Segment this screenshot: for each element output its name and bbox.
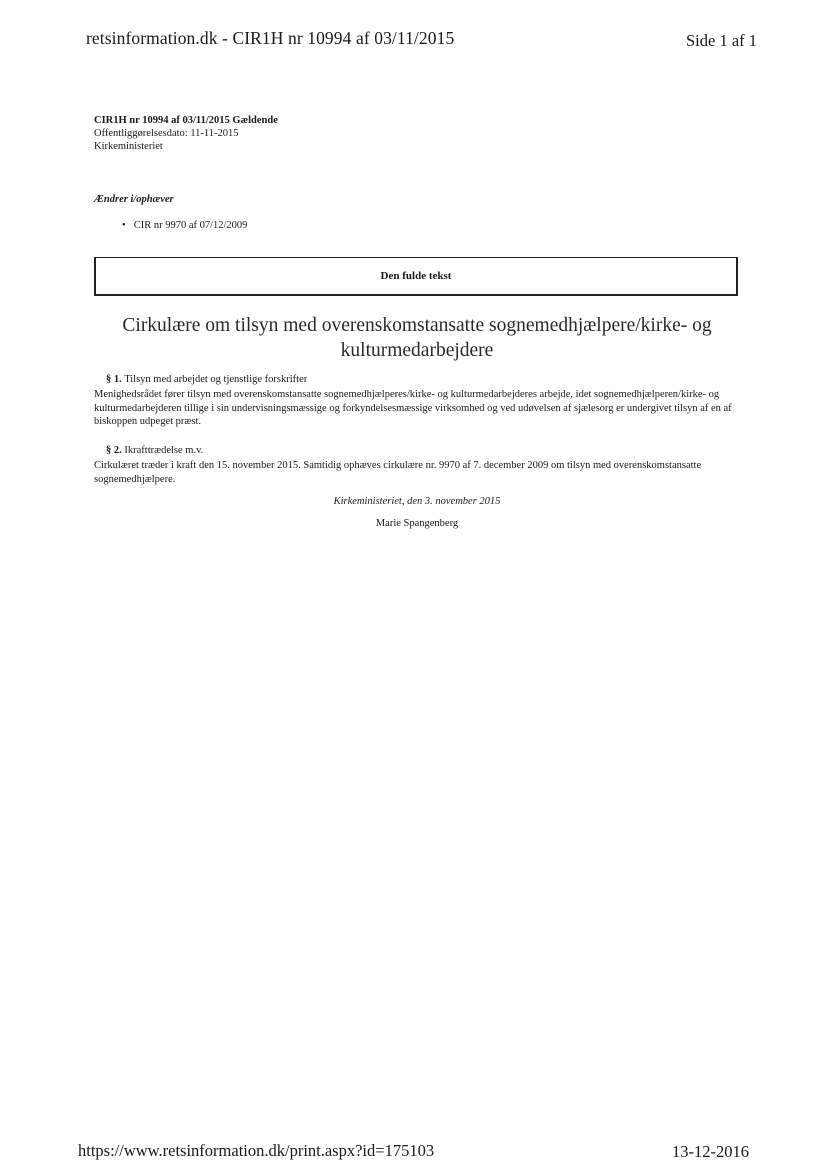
document-title: Cirkulære om tilsyn med overenskomstansatte sognemedhjælpere/kirke- og kulturmedarbejdere (122, 315, 712, 361)
changes-list (122, 220, 247, 231)
print-header-page-count: Side 1 af 1 (686, 31, 758, 50)
section-1-body: Menighedsrådet fører tilsyn med overenskomstansatte sognemedhjælperes/kirke- og kulturmedarbejderes arbejde, idet sognemedhjælperen/kirke- og kulturmedarbejderen tillige i sin undervisningsmæssige og forkyndelsesmæssige virksomhed og ved udøvelsen af sjælesorg er undergivet tilsyn af en af biskoppen udpeget præst. (94, 389, 732, 428)
section-2-heading (106, 445, 203, 456)
section-1-title: Tilsyn med arbejdet og tjenstlige forskrifter (124, 374, 308, 385)
section-2-title: Ikrafttrædelse m.v. (124, 445, 204, 456)
changes-list-item[interactable]: • CIR nr 9970 af 07/12/2009 (122, 220, 247, 231)
document-id-status: CIR1H nr 10994 af 03/11/2015 Gældende (94, 115, 278, 126)
section-1-heading (106, 374, 307, 385)
section-2-number: § 2. (106, 445, 122, 456)
full-text-label: Den fulde tekst (380, 270, 452, 282)
publication-date: Offentliggørelsesdato: 11-11-2015 (94, 128, 239, 139)
signature-name: Marie Spangenberg (375, 518, 459, 529)
print-footer-date: 13-12-2016 (672, 1142, 749, 1161)
ministry-name: Kirkeministeriet (94, 141, 163, 152)
signature-place-date: Kirkeministeriet, den 3. november 2015 (333, 496, 501, 507)
print-footer-url: https://www.retsinformation.dk/print.aspx?id=175103 (78, 1141, 435, 1160)
print-header-title: retsinformation.dk - CIR1H nr 10994 af 03/11/2015 (86, 28, 455, 48)
changes-heading: Ændrer i/ophæver (94, 194, 174, 205)
document-meta (94, 114, 278, 153)
section-2-body: Cirkulæret træder i kraft den 15. november 2015. Samtidig ophæves cirkulære nr. 9970 af 7. december 2009 om tilsyn med overenskomstansatte sognemedhjælpere. (94, 460, 702, 485)
section-1-number: § 1. (106, 374, 122, 385)
full-text-banner (94, 257, 738, 296)
